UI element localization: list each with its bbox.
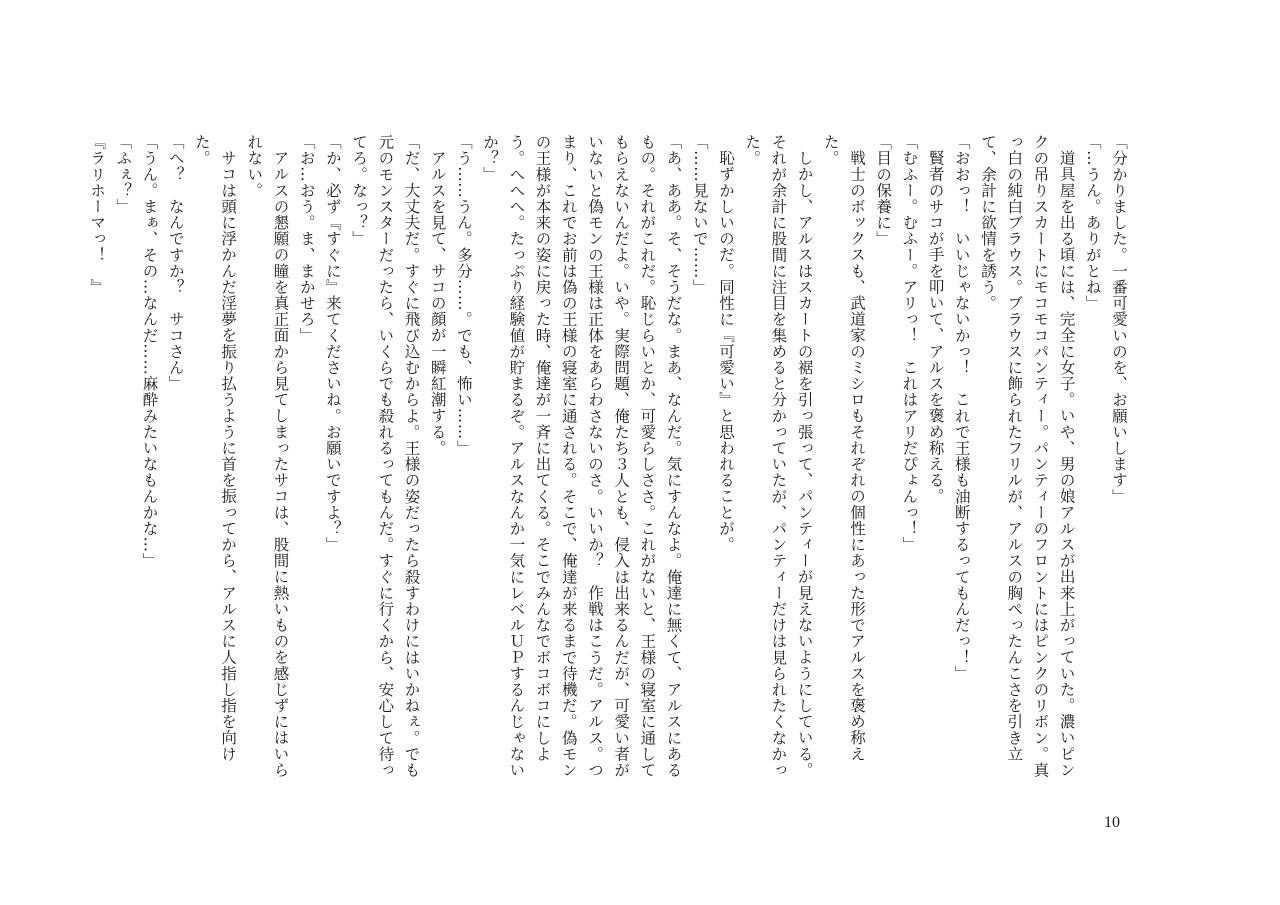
paragraph: 「お…おう。ま、まかせろ」 bbox=[297, 134, 316, 344]
paragraph: 道具屋を出る頃には、完全に女子。いや、男の娘アルスが出来上がっていた。濃いピンクの吊りスカートにモコモコパンティー。パンティーのフロントにはピンクのリボン。真っ白の純白ブラウス。ブラウスに飾られたフリルが、アルスの胸ぺったんこさを引き立て、余計に欲情を誘う。 bbox=[978, 134, 1076, 778]
paragraph: 「……見ないで……」 bbox=[690, 134, 709, 295]
paragraph: 「か、必ず『すぐに』来てくださいね。お願いですよ？」 bbox=[323, 134, 342, 553]
paragraph: 「うん。まぁ、その…なんだ……麻酔みたいなもんかな…」 bbox=[140, 134, 159, 569]
paragraph: しかし、アルスはスカートの裾を引っ張って、パンティーが見えないようにしている。それが余計に股間に注目を集めると分かっていたが、パンティーだけは見られたくなかった。 bbox=[743, 134, 814, 778]
paragraph: 賢者のサコが手を叩いて、アルスを褒め称える。 bbox=[926, 149, 945, 504]
paragraph: 「…うん。ありがとね」 bbox=[1083, 134, 1102, 312]
paragraph: 「むふー。むふー。アリっ！ これはアリだぴょんっ！」 bbox=[900, 134, 919, 553]
paragraph: アルスの懇願の瞳を真正面から見てしまったサコは、股間に熱いものを感じずにはいられない。 bbox=[245, 134, 290, 778]
vertical-text-body bbox=[88, 134, 1132, 784]
paragraph: 戦士のボックスも、武道家のミシロもそれぞれの個性にあった形でアルスを褒め称えた。 bbox=[821, 134, 866, 762]
paragraph: 「目の保養に」 bbox=[874, 134, 893, 247]
paragraph: 恥ずかしいのだ。同性に『可愛い』と思われることが。 bbox=[716, 149, 735, 552]
page-number: 10 bbox=[1104, 814, 1120, 831]
paragraph: 「だ、大丈夫だ。すぐに飛び込むからよ。王様の姿だったら殺すわけにはいかねぇ。でも元のモンスターだったら、いくらでも殺れるってもんだ。すぐに行くから、安心して待ってろ。なっ？」 bbox=[350, 134, 421, 778]
paragraph: 『ラリホーマっ！ 』 bbox=[88, 134, 107, 295]
paragraph: 「おおっ！ いいじゃないかっ！ これで王様も油断するってもんだっ！」 bbox=[952, 134, 971, 682]
paragraph: 「ふぇ？」 bbox=[114, 134, 133, 215]
paragraph: 「う……うん。多分……。でも、怖い……」 bbox=[454, 134, 473, 456]
paragraph: 「へ？ なんですか？ サコさん」 bbox=[166, 134, 185, 392]
paragraph: 「あ、ああ。そ、そうだな。まあ、なんだ。気にすんなよ。俺達に無くて、アルスにあるもの。それがこれだ。恥じらいとか、可愛らしささ。これがないと、王様の寝室に通してもらえないんだよ。いや。実際問題、俺たち３人とも、侵入は出来るんだが、可愛い者がいないと偽モンの王様は正体をあらわさないのさ。いいか？ 作戦はこうだ。アルス。つまり、これでお前は偽の王様の寝室に通される。そこで、俺達が来るまで待機だ。偽モンの王様が本来の姿に戻った時、俺達が一斉に出てくる。そこでみんなでボコボコにしよう。へへへ。たっぷり経験値が貯まるぞ。アルスなんか一気にレベルＵＰするんじゃないか？」 bbox=[481, 134, 683, 778]
paragraph: 「分かりました。一番可愛いのを、お願いします」 bbox=[1110, 134, 1128, 505]
paragraph: アルスを見て、サコの顔が一瞬紅潮する。 bbox=[428, 149, 447, 456]
paragraph: サコは頭に浮かんだ淫夢を振り払うように首を振ってから、アルスに人指し指を向けた。 bbox=[192, 134, 238, 762]
